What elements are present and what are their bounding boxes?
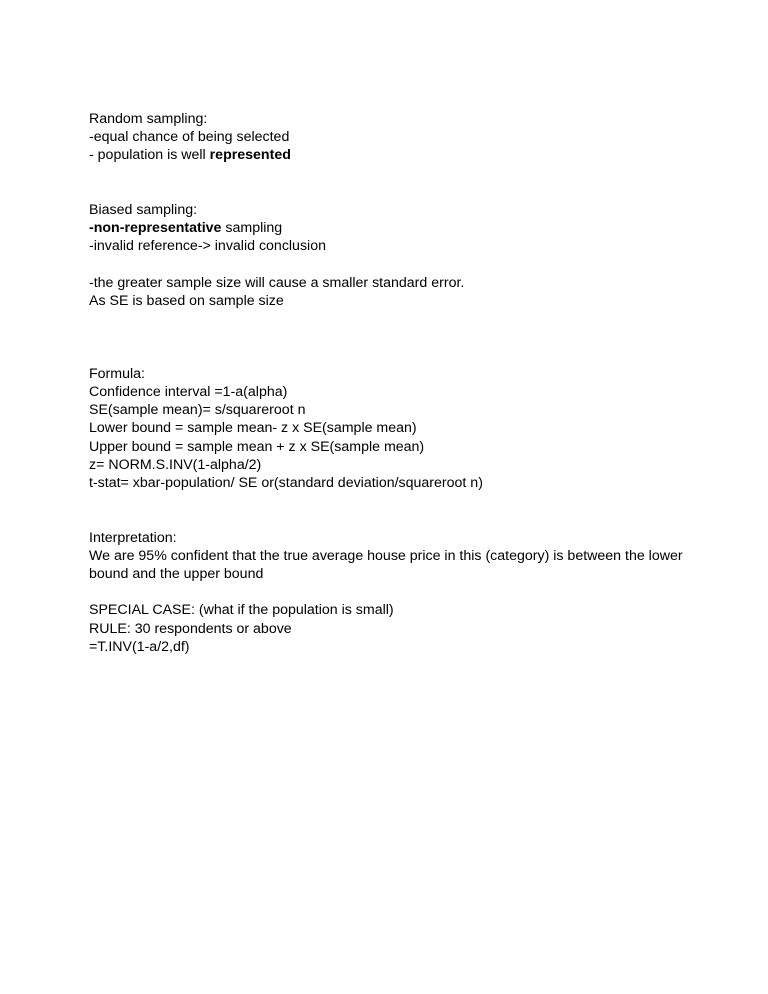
formula-line-upper-bound: Upper bound = sample mean + z x SE(sample mean) <box>89 438 425 455</box>
random-sampling-point-1: -equal chance of being selected <box>89 129 290 146</box>
formula-heading: Formula: <box>89 365 145 382</box>
random-sampling-point-2-text: - population is well <box>89 147 210 164</box>
formula-section <box>89 365 689 492</box>
random-sampling-heading: Random sampling: <box>89 111 208 127</box>
spacer <box>89 310 689 365</box>
formula-line-t-stat: t-stat= xbar-population/ SE or(standard deviation/squareroot n) <box>89 475 483 492</box>
random-sampling-point-2 <box>89 146 689 164</box>
biased-sampling-point-1-bold: -non-representative <box>89 220 222 237</box>
spacer <box>89 256 689 274</box>
spacer <box>89 583 689 601</box>
biased-sampling-point-2: -invalid reference-> invalid conclusion <box>89 238 326 255</box>
document-page <box>89 110 689 656</box>
interpretation-text: We are 95% confident that the true average house price in this (category) is between the lower bound and the upper bound <box>89 547 687 583</box>
formula-line-confidence-interval: Confidence interval =1-a(alpha) <box>89 384 288 400</box>
random-sampling-point-2-bold: represented <box>209 147 291 164</box>
sample-size-line-1: -the greater sample size will cause a smaller standard error. <box>89 274 465 291</box>
formula-line-lower-bound: Lower bound = sample mean- z x SE(sample mean) <box>89 420 417 437</box>
special-case-heading: SPECIAL CASE: (what if the population is small) <box>89 602 394 619</box>
sample-size-line-2: As SE is based on sample size <box>89 293 284 309</box>
formula-line-standard-error: SE(sample mean)= s/squareroot n <box>89 402 306 419</box>
special-case-formula: =T.INV(1-a/2,df) <box>89 638 190 655</box>
random-sampling-section <box>89 110 689 165</box>
special-case-section <box>89 601 689 656</box>
spacer <box>89 165 689 201</box>
spacer <box>89 492 689 528</box>
biased-sampling-section <box>89 201 689 256</box>
interpretation-section <box>89 529 689 584</box>
special-case-rule: RULE: 30 respondents or above <box>89 620 292 637</box>
biased-sampling-point-1 <box>89 219 689 237</box>
sample-size-section <box>89 274 689 310</box>
biased-sampling-point-1-text: sampling <box>221 220 283 237</box>
interpretation-heading: Interpretation: <box>89 529 177 546</box>
formula-line-z: z= NORM.S.INV(1-alpha/2) <box>89 456 262 473</box>
biased-sampling-heading: Biased sampling: <box>89 202 198 218</box>
